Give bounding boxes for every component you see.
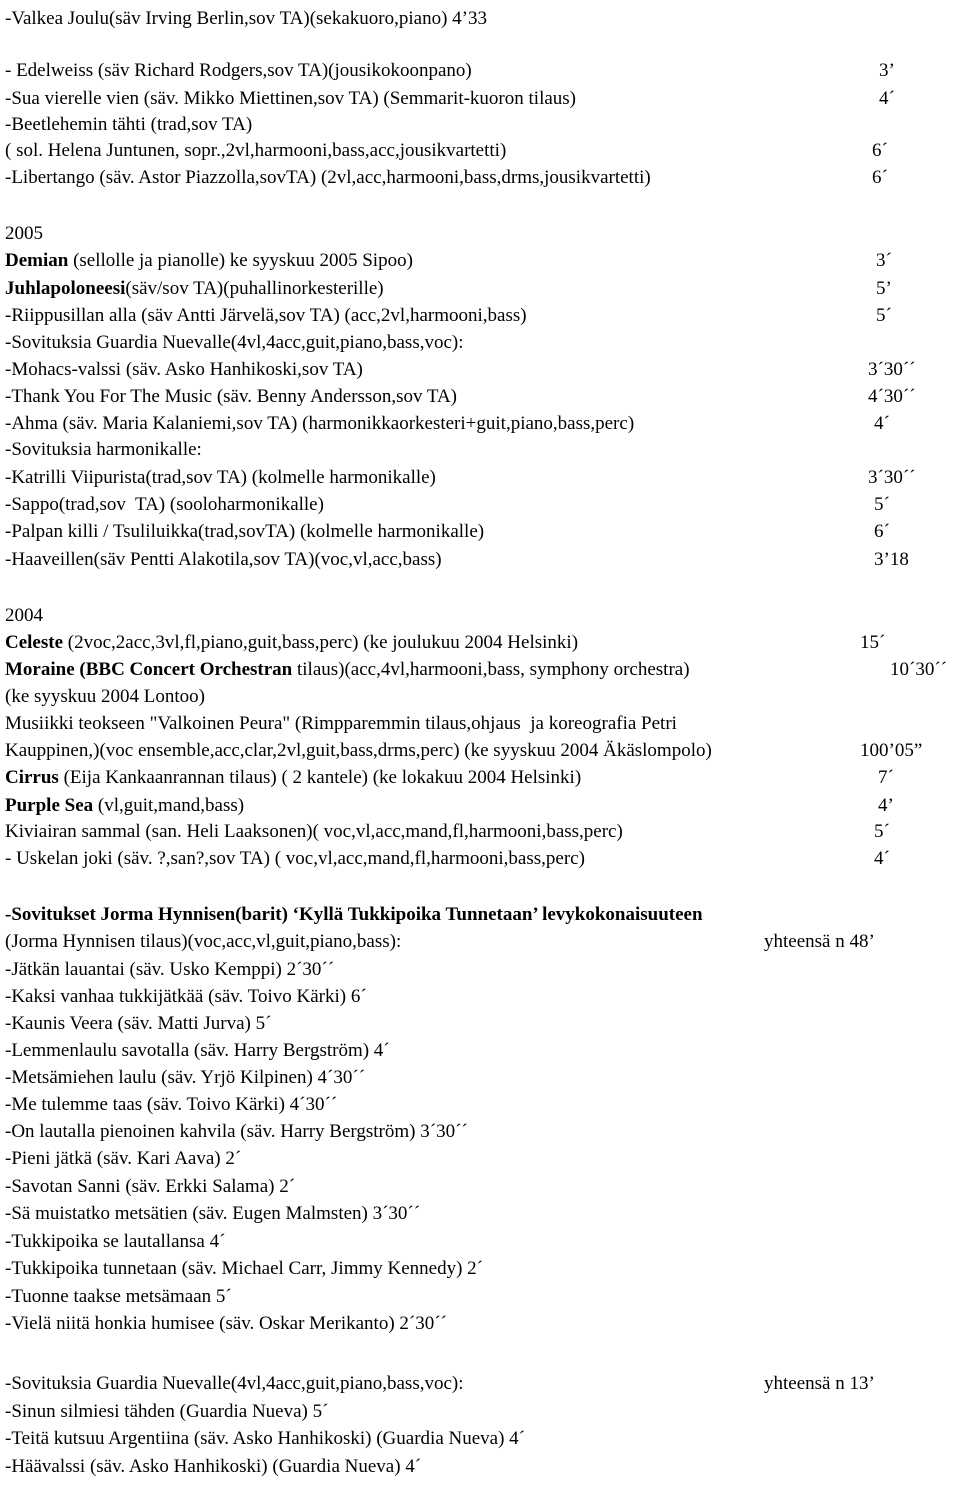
entry-text: -Mohacs-valssi (säv. Asko Hanhikoski,sov TA) [5,359,363,380]
duration: 100’05” [860,740,923,761]
entry-text: (2voc,2acc,3vl,fl,piano,guit,bass,perc) (ke joulukuu 2004 Helsinki) [63,632,579,653]
entry-text: -Pieni jätkä (säv. Kari Aava) 2´ [5,1148,242,1169]
work-entry [5,1228,960,1255]
entry-text: -Tukkipoika se lautallansa 4´ [5,1231,226,1252]
work-entry [5,5,960,32]
work-entry [5,275,960,302]
entry-text: -Sovituksia Guardia Nuevalle(4vl,4acc,guit,piano,bass,voc): [5,332,464,353]
work-entry [5,983,960,1010]
entry-text: ( sol. Helena Juntunen, sopr.,2vl,harmooni,bass,acc,jousikvartetti) [5,140,507,161]
work-entry [5,683,960,710]
entry-text: -Jätkän lauantai (säv. Usko Kemppi) 2´30´´ [5,959,335,980]
year-heading [5,220,960,247]
work-entry [5,111,960,138]
entry-text: -Sua vierelle vien (säv. Mikko Miettinen,sov TA) (Semmarit-kuoron tilaus) [5,88,577,109]
entry-text: -Haaveillen(säv Pentti Alakotila,sov TA)(voc,vl,acc,bass) [5,549,442,570]
entry-text: -Thank You For The Music (säv. Benny Andersson,sov TA) [5,386,458,407]
entry-text: -Tukkipoika tunnetaan (säv. Michael Carr, Jimmy Kennedy) 2´ [5,1258,484,1279]
entry-text: -Vielä niitä honkia humisee (säv. Oskar Merikanto) 2´30´´ [5,1313,447,1334]
duration: 3’ [879,60,895,81]
work-entry [5,737,960,764]
entry-text: -Sinun silmiesi tähden (Guardia Nueva) 5´ [5,1401,329,1422]
work-title: Demian [5,250,69,271]
entry-text: -Häävalssi (säv. Asko Hanhikoski) (Guardia Nueva) 4´ [5,1456,422,1477]
work-entry [5,629,960,656]
duration: 4´ [874,413,890,434]
work-entry [5,956,960,983]
entry-text: Kauppinen,)(voc ensemble,acc,clar,2vl,guit,bass,drms,perc) (ke syyskuu 2004 Äkäslompolo) [5,740,712,761]
work-entry [5,1064,960,1091]
work-entry [5,818,960,845]
work-entry [5,356,960,383]
work-title: Celeste [5,632,64,653]
work-entry [5,137,960,164]
entry-text: -On lautalla pienoinen kahvila (säv. Harry Bergström) 3´30´´ [5,1121,468,1142]
entry-text: (sellolle ja pianolle) ke syyskuu 2005 Sipoo) [68,250,413,271]
work-entry [5,1283,960,1310]
duration: 5´ [876,305,892,326]
work-entry [5,164,960,191]
duration: 4’ [878,795,894,816]
work-entry [5,1453,960,1480]
work-entry [5,656,960,683]
duration: 4´ [879,88,895,109]
entry-text: - Edelweiss (säv Richard Rodgers,sov TA)(jousikokoonpano) [5,60,472,81]
work-entry [5,901,960,928]
duration: 3´ [876,250,892,271]
entry-text: tilaus)(acc,4vl,harmooni,bass, symphony orchestra) [292,659,690,680]
entry-text: -Katrilli Viipurista(trad,sov TA) (kolmelle harmonikalle) [5,467,436,488]
work-entry [5,1425,960,1452]
work-entry [5,1145,960,1172]
duration: 7´ [878,767,894,788]
work-entry [5,845,960,872]
work-entry [5,1173,960,1200]
duration: yhteensä n 13’ [764,1373,875,1394]
entry-text: -Metsämiehen laulu (säv. Yrjö Kilpinen) 4´30´´ [5,1067,366,1088]
work-entry [5,1037,960,1064]
work-entry [5,518,960,545]
work-entry [5,410,960,437]
duration: yhteensä n 48’ [764,931,875,952]
entry-text: -Valkea Joulu(säv Irving Berlin,sov TA)(sekakuoro,piano) 4’33 [5,8,487,29]
duration: 4´30´´ [868,386,916,407]
entry-text: (ke syyskuu 2004 Lontoo) [5,686,206,707]
year-heading [5,602,960,629]
entry-text: -Sä muistatko metsätien (säv. Eugen Malmsten) 3´30´´ [5,1203,421,1224]
duration: 10´30´´ [890,659,947,680]
work-entry [5,383,960,410]
duration: 3´30´´ [868,467,916,488]
entry-text: -Sovituksia Guardia Nuevalle(4vl,4acc,guit,piano,bass,voc): [5,1373,464,1394]
entry-text: -Sovituksia harmonikalle: [5,439,202,460]
duration: 5´ [874,821,890,842]
entry-text: -Palpan killi / Tsuliluikka(trad,sovTA) (kolmelle harmonikalle) [5,521,485,542]
work-entry [5,436,960,463]
duration: 15´ [860,632,886,653]
work-entry [5,329,960,356]
work-title: Juhlapoloneesi [5,278,126,299]
entry-text: 2005 [5,223,43,244]
entry-text: -Tuonne taakse metsämaan 5´ [5,1286,232,1307]
work-entry [5,1370,960,1397]
entry-text: (vl,guit,mand,bass) [93,795,245,816]
work-entry [5,1398,960,1425]
work-entry [5,546,960,573]
entry-text: -Libertango (säv. Astor Piazzolla,sovTA) (2vl,acc,harmooni,bass,drms,jousikvartetti) [5,167,651,188]
entry-text: -Teitä kutsuu Argentiina (säv. Asko Hanhikoski) (Guardia Nueva) 4´ [5,1428,525,1449]
work-entry [5,1010,960,1037]
work-entry [5,1310,960,1337]
entry-text: -Sappo(trad,sov TA) (sooloharmonikalle) [5,494,324,515]
work-entry [5,302,960,329]
work-entry [5,928,960,955]
work-entry [5,247,960,274]
work-entry [5,792,960,819]
entry-text: -Me tulemme taas (säv. Toivo Kärki) 4´30´´ [5,1094,338,1115]
duration: 5´ [874,494,890,515]
work-entry [5,464,960,491]
entry-text: -Lemmenlaulu savotalla (säv. Harry Bergström) 4´ [5,1040,390,1061]
duration: 6´ [872,167,888,188]
work-entry [5,491,960,518]
duration: 6´ [872,140,888,161]
work-entry [5,57,960,84]
duration: 6´ [874,521,890,542]
work-title: Moraine (BBC Concert Orchestran [5,659,293,680]
entry-text: Kiviairan sammal (san. Heli Laaksonen)( voc,vl,acc,mand,fl,harmooni,bass,perc) [5,821,623,842]
work-entry [5,1091,960,1118]
duration: 3’18 [874,549,909,570]
entry-text: (säv/sov TA)(puhallinorkesterille) [125,278,384,299]
work-entry [5,710,960,737]
entry-text: 2004 [5,605,43,626]
duration: 4´ [874,848,890,869]
work-entry [5,85,960,112]
work-entry [5,764,960,791]
entry-text: - Uskelan joki (säv. ?,san?,sov TA) ( voc,vl,acc,mand,fl,harmooni,bass,perc) [5,848,585,869]
work-entry [5,1200,960,1227]
work-entry [5,1255,960,1282]
work-entry [5,1118,960,1145]
entry-text: -Kaksi vanhaa tukkijätkää (säv. Toivo Kärki) 6´ [5,986,367,1007]
duration: 5’ [876,278,892,299]
entry-text: (Jorma Hynnisen tilaus)(voc,acc,vl,guit,piano,bass): [5,931,402,952]
entry-text: -Beetlehemin tähti (trad,sov TA) [5,114,253,135]
entry-text: -Riippusillan alla (säv Antti Järvelä,sov TA) (acc,2vl,harmooni,bass) [5,305,527,326]
work-title: Cirrus [5,767,59,788]
entry-text: -Savotan Sanni (säv. Erkki Salama) 2´ [5,1176,296,1197]
entry-text: Musiikki teokseen "Valkoinen Peura" (Rimpparemmin tilaus,ohjaus ja koreografia Petri [5,713,677,734]
work-title: -Sovitukset Jorma Hynnisen(barit) ‘Kyllä Tukkipoika Tunnetaan’ levykokonaisuuteen [5,904,703,925]
entry-text: (Eija Kankaanrannan tilaus) ( 2 kantele) (ke lokakuu 2004 Helsinki) [58,767,582,788]
entry-text: -Ahma (säv. Maria Kalaniemi,sov TA) (harmonikkaorkesteri+guit,piano,bass,perc) [5,413,635,434]
entry-text: -Kaunis Veera (säv. Matti Jurva) 5´ [5,1013,272,1034]
duration: 3´30´´ [868,359,916,380]
work-title: Purple Sea [5,795,94,816]
